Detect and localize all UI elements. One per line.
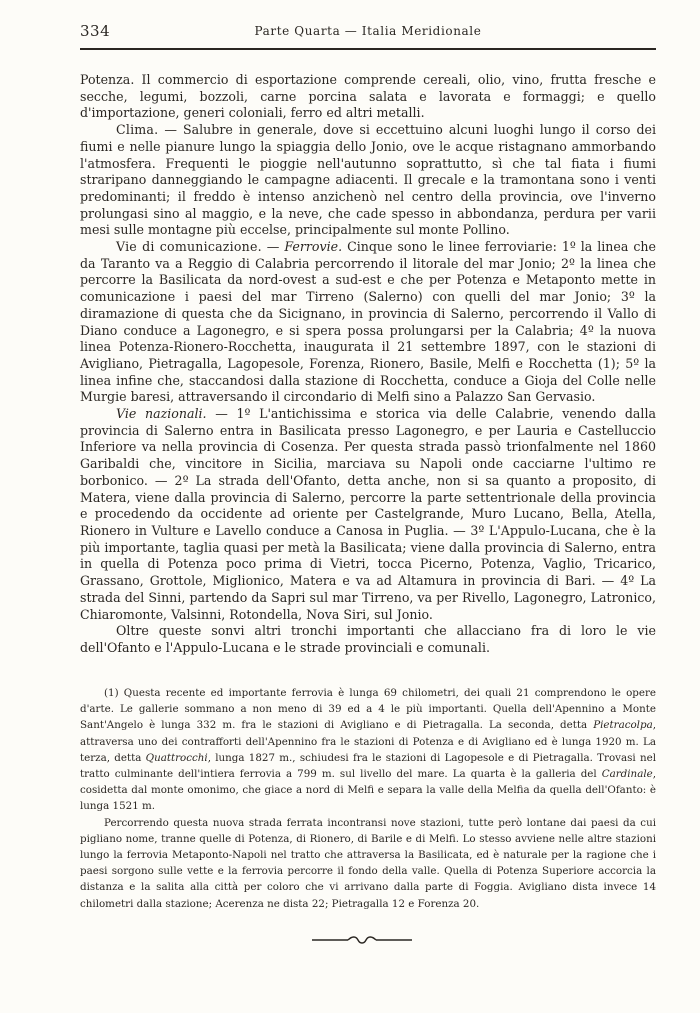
footnote-1-part-c: , lunga 1827 m., schiudesi fra le stazioni di Lagopesole e di Pietragalla. Trovasi nel tratto culminante dell'intiera ferrovia a 799 m. sul livello del mare. La quarta è la galleria del — [80, 751, 656, 781]
footnote-1-part-b: , attraversa uno dei contrafforti dell'Apennino fra le stazioni di Potenza e di Avigliano ed è lunga 1920 m. La terza, detta — [80, 719, 656, 764]
nazionali-text: — 1º L'antichissima e storica via delle Calabrie, venendo dalla provincia di Salerno entra in Basilicata presso Lagonegro, e per Lauria e Castelluccio Inferiore va nella provincia di Cosenza. Per questa strada passò trionfalmente nel 1860 Garibaldi che, vincitore in Sicilia, marciava su Napoli onde cacciarne l'ultimo re borbonico. — 2º La strada dell'Ofanto, detta anche, non si sa quanto a proposito, di Matera, viene dalla provincia di Salerno, percorre la parte settentrionale della provincia e procedendo da occidente ad oriente per Castelgrande, Muro Lucano, Bella, Atella, Rionero in Vulture e Lavello conduce a Canosa in Puglia. — 3º L'Appulo-Lucana, che è la più importante, taglia quasi per metà la Basilicata; viene dalla provincia di Salerno, entra in quella di Potenza poco prima di Vietri, tocca Picerno, Potenza, Vaglio, Tricarico, Grassano, Grottole, Miglionico, Matera e va ad Altamura in provincia di Bari. — 4º La strada del Sinni, partendo da Sapri sul mar Tirreno, va per Rivello, Lagonegro, Latronico, Chiaromonte, Valsinni, Rotondella, Nova Siri, sul Jonio. — [80, 406, 656, 622]
footnote-pietracolpa: Pietracolpa — [593, 719, 653, 732]
section-label-vie: Vie di comunicazione. — [116, 239, 262, 255]
footnote-quattrocchi: Quattrocchi — [145, 751, 208, 764]
footnote-1-continued: Percorrendo questa nuova strada ferrata incontransi nove stazioni, tutte però lontane dai paesi da cui pigliano nome, tranne quelle di Potenza, di Rionero, di Barile e di Melfi. Lo stesso avviene nelle altre stazioni lungo la ferrovia Metaponto-Napoli nel tratto che attraversa la Basilicata, ed è naturale per la ragione che i paesi sorgono sulle vette e la ferrovia percorre il fondo della valle. Quella di Potenza Superiore accorcia la distanza e la salita alla città per coloro che vi arrivano dalla parte di Foggia. Avigliano dista invece 14 chilometri dalla stazione; Acerenza ne dista 22; Pietragalla 12 e Forenza 20. — [80, 816, 656, 910]
paragraph-clima — [80, 122, 656, 239]
ferrovie-text: Cinque sono le linee ferroviarie: 1º la linea che da Taranto va a Reggio di Calabria percorrendo il litorale del mar Jonio; 2º la linea che percorre la Basilicata da nord-ovest a sud-est e che per Potenza e Metaponto mette in comunicazione i paesi del mar Tirreno (Salerno) con quelli del mar Jonio; 3º la diramazione di questa che da Sicignano, in provincia di Salerno, percorrendo il Vallo di Diano conduce a Lagonegro, e si spera possa prolungarsi per la Calabria; 4º la nuova linea Potenza-Rionero-Rocchetta, inaugurata il 21 settembre 1897, con le stazioni di Avigliano, Pietragalla, Lagopesole, Forenza, Rionero, Basile, Melfi e Rocchetta (1); 5º la linea infine che, staccandosi dalla stazione di Rocchetta, conduce a Gioja del Colle nelle Murgie baresi, attraversando il circondario di Melfi sino a Palazzo San Gervasio. — [80, 239, 656, 405]
header-rule — [80, 48, 656, 50]
footnote-1 — [80, 685, 656, 815]
section-label-clima: Clima. — [116, 122, 159, 138]
clima-text: — Salubre in generale, dove si eccettuino alcuni luoghi lungo il corso dei fiumi e nelle pianure lungo la spiaggia dello Jonio, ove le acque ristagnano ammorbando l'atmosfera. Frequenti le pioggie nell'autunno soprattutto, sì che tal fiata i fiumi straripano danneggiando le campagne adiacenti. Il grecale e la tramontana sono i venti predominanti; il freddo è intenso anzichenò nel centro della provincia, ove l'inverno prolungasi sino al maggio, e la neve, che cade spesso in abbondanza, perdura per varii mesi sulle montagne più eccelse, principalmente sul monte Pollino. — [80, 122, 656, 238]
paragraph-oltre: Oltre queste sonvi altri tronchi importanti che allacciano fra di loro le vie dell'Ofanto e l'Appulo-Lucana e le strade provinciali e comunali. — [80, 623, 656, 655]
running-title: Parte Quarta — Italia Meridionale — [254, 24, 482, 38]
end-ornament-icon — [312, 933, 412, 947]
main-text — [80, 72, 656, 657]
page-header — [80, 22, 656, 44]
footnote-1-part-a: (1) Questa recente ed importante ferrovia è lunga 69 chilometri, dei quali 21 comprendono le opere d'arte. Le gallerie sommano a non meno di 39 ed a 4 le più importanti. Quella dell'Apennino a Monte Sant'Angelo è lunga 332 m. fra le stazioni di Avigliano e di Pietragalla. La seconda, detta — [80, 687, 656, 732]
vie-dash: — — [261, 239, 285, 255]
page-number: 334 — [80, 22, 111, 40]
paragraph-commercio: Potenza. Il commercio di esportazione comprende cereali, olio, vino, frutta fresche e secche, legumi, bozzoli, carne porcina salata e lavorata e formaggi; e quello d'importazione, generi coloniali, ferro ed altri metalli. — [80, 72, 656, 121]
paragraph-vie-nazionali — [80, 406, 656, 623]
subsection-label-nazionali: Vie nazionali. — [116, 406, 207, 422]
paragraph-vie-comunicazione — [80, 239, 656, 406]
subsection-label-ferrovie: Ferrovie. — [284, 239, 343, 255]
footnotes — [80, 685, 656, 912]
footnote-cardinale: Cardinale — [601, 768, 653, 781]
footnote-1-part-d: , cosidetta dal monte omonimo, che giace a nord di Melfi e separa la valle della Melfia da quella dell'Ofanto: è lunga 1521 m. — [80, 768, 656, 813]
